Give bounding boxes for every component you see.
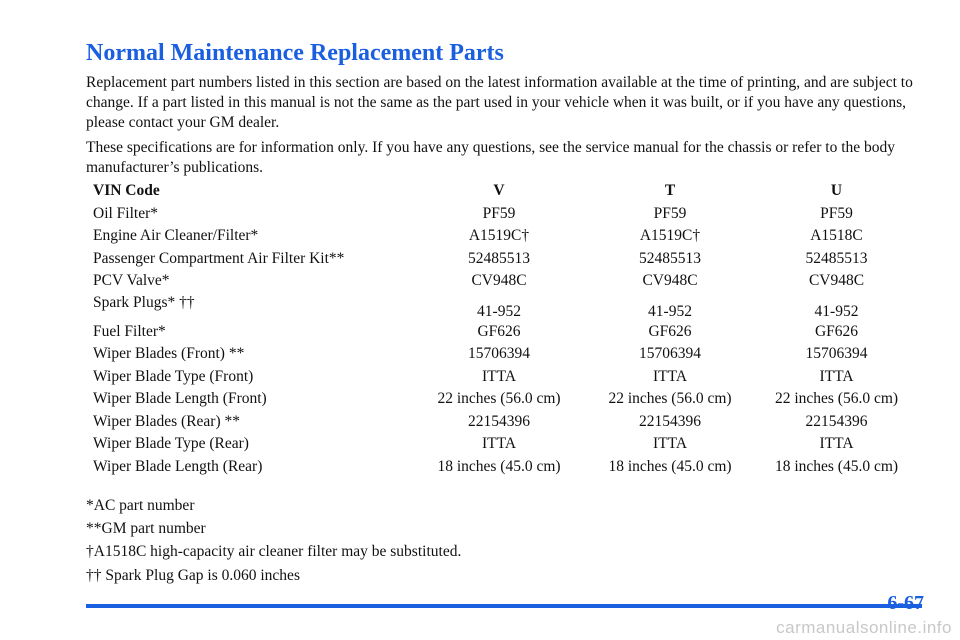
header-u: U	[830, 182, 843, 200]
table-header-row	[86, 180, 916, 203]
part-value-t: 41-952	[648, 302, 692, 320]
header-t: T	[664, 182, 676, 200]
part-name: Wiper Blade Length (Front)	[93, 390, 267, 408]
table-row	[86, 203, 916, 226]
disclaimer-paragraph: These specifications are for information only. If you have any questions, see the service manual for the chassis or refer to the body manufacturer’s publications.	[86, 139, 896, 176]
header-v: V	[493, 182, 505, 200]
part-value-v: ITTA	[481, 367, 517, 385]
part-value-t: 22 inches (56.0 cm)	[608, 390, 732, 408]
footer-divider	[86, 604, 922, 608]
part-value-v: GF626	[477, 322, 521, 340]
table-row	[86, 366, 916, 389]
table-row	[86, 388, 916, 411]
part-value-t: 52485513	[639, 249, 701, 267]
part-name: Oil Filter*	[93, 204, 159, 222]
part-name: Wiper Blade Type (Rear)	[93, 435, 249, 453]
part-name: Passenger Compartment Air Filter Kit**	[93, 249, 345, 267]
table-row	[86, 321, 916, 344]
page-title: Normal Maintenance Replacement Parts	[86, 40, 504, 66]
watermark: carmanualsonline.info	[776, 618, 952, 637]
part-value-t: CV948C	[642, 272, 698, 290]
replacement-parts-table	[86, 180, 916, 478]
part-name: Engine Air Cleaner/Filter*	[93, 227, 259, 245]
footnote-gm-part: **GM part number	[86, 520, 206, 537]
part-value-u: ITTA	[819, 435, 854, 453]
page-number: 6-67	[887, 592, 924, 614]
part-value-u: 52485513	[805, 249, 868, 267]
part-value-t: 18 inches (45.0 cm)	[608, 457, 732, 475]
part-value-v: ITTA	[481, 435, 517, 453]
part-value-t: PF59	[653, 204, 687, 222]
part-value-u: 15706394	[805, 345, 868, 363]
part-value-v: 22 inches (56.0 cm)	[437, 390, 561, 408]
footnote-spark-plug-gap: †† Spark Plug Gap is 0.060 inches	[86, 567, 300, 584]
part-name: Fuel Filter*	[93, 322, 166, 340]
part-value-u: 22 inches (56.0 cm)	[774, 390, 899, 408]
header-vin-code: VIN Code	[93, 182, 160, 200]
part-value-t: ITTA	[652, 435, 688, 453]
part-name: Wiper Blade Type (Front)	[93, 367, 254, 385]
part-value-v: A1519C†	[468, 227, 530, 245]
part-name: Spark Plugs* ††	[93, 293, 195, 311]
table-row	[86, 433, 916, 456]
footnote-air-cleaner: †A1518C high-capacity air cleaner filter may be substituted.	[86, 543, 462, 560]
table-row	[86, 293, 916, 321]
part-name: Wiper Blade Length (Rear)	[93, 457, 263, 475]
part-value-v: PF59	[482, 204, 516, 222]
part-value-t: GF626	[648, 322, 692, 340]
part-value-u: 41-952	[814, 302, 859, 320]
part-value-t: A1519C†	[639, 227, 701, 245]
table-row	[86, 248, 916, 271]
part-value-u: 22154396	[805, 412, 868, 430]
part-value-u: 18 inches (45.0 cm)	[774, 457, 899, 475]
part-value-u: GF626	[814, 322, 859, 340]
part-value-t: ITTA	[652, 367, 688, 385]
table-row	[86, 225, 916, 248]
intro-paragraph: Replacement part numbers listed in this section are based on the latest information available at the time of printing, and are subject to change. If a part listed in this manual is not the same as the part used in your vehicle when it was built, or if you have any questions, please contact your GM dealer.	[86, 74, 913, 131]
part-value-v: CV948C	[471, 272, 527, 290]
part-value-v: 18 inches (45.0 cm)	[437, 457, 561, 475]
part-value-t: 22154396	[639, 412, 701, 430]
table-row	[86, 343, 916, 366]
part-value-v: 41-952	[477, 302, 521, 320]
table-row	[86, 270, 916, 293]
footnote-ac-part: *AC part number	[86, 497, 195, 514]
part-value-u: ITTA	[819, 367, 854, 385]
part-value-u: PF59	[820, 204, 853, 222]
table-row	[86, 456, 916, 479]
part-value-t: 15706394	[639, 345, 701, 363]
part-value-v: 52485513	[468, 249, 530, 267]
part-value-u: A1518C	[810, 227, 863, 245]
part-value-v: 22154396	[468, 412, 530, 430]
part-value-v: 15706394	[468, 345, 530, 363]
table-row	[86, 411, 916, 434]
part-name: Wiper Blades (Rear) **	[93, 412, 241, 430]
part-name: Wiper Blades (Front) **	[93, 345, 245, 363]
part-name: PCV Valve*	[93, 272, 170, 290]
part-value-u: CV948C	[808, 272, 865, 290]
